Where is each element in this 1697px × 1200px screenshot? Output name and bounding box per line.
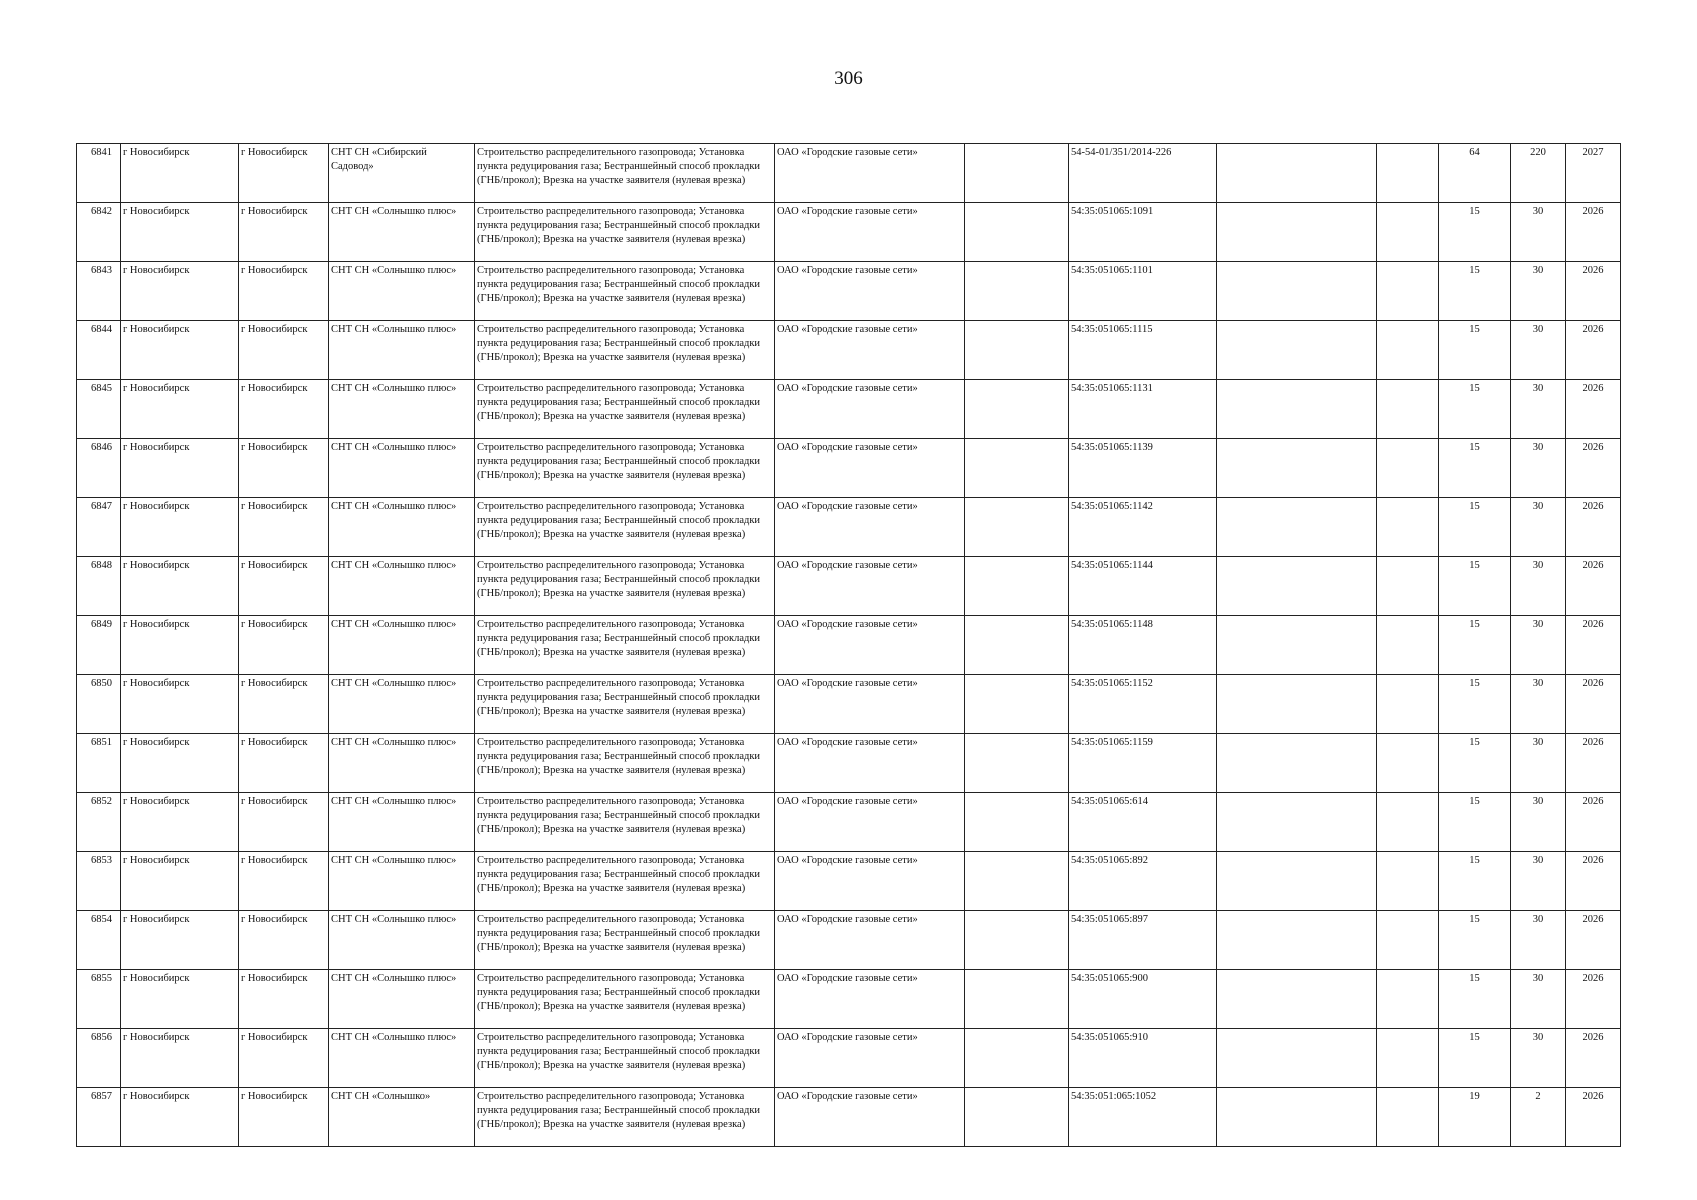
- object-cell: СНТ СН «Солнышко плюс»: [329, 852, 475, 911]
- locality-cell: г Новосибирск: [239, 852, 329, 911]
- work-description-cell: Строительство распределительного газопровода; Установка пункта редуцирования газа; Бестраншейный способ прокладки (ГНБ/прокол); Врезка на участке заявителя (нулевая врезка): [475, 734, 775, 793]
- empty-cell: [1217, 1088, 1377, 1147]
- empty-cell: [1217, 203, 1377, 262]
- empty-cell: [965, 262, 1069, 321]
- work-description-cell: Строительство распределительного газопровода; Установка пункта редуцирования газа; Бестраншейный способ прокладки (ГНБ/прокол); Врезка на участке заявителя (нулевая врезка): [475, 380, 775, 439]
- empty-cell: [965, 675, 1069, 734]
- city-cell: г Новосибирск: [121, 439, 239, 498]
- table-row: [77, 321, 1621, 380]
- cadastral-number-cell: 54:35:051:065:1052: [1069, 1088, 1217, 1147]
- object-cell: СНТ СН «Солнышко плюс»: [329, 675, 475, 734]
- table-body: [77, 144, 1621, 1147]
- year-cell: 2026: [1566, 498, 1621, 557]
- row-number: 6843: [77, 262, 121, 321]
- empty-cell: [965, 144, 1069, 203]
- row-number: 6852: [77, 793, 121, 852]
- cadastral-number-cell: 54:35:051065:1152: [1069, 675, 1217, 734]
- cadastral-number-cell: 54:35:051065:1144: [1069, 557, 1217, 616]
- empty-cell: [1217, 852, 1377, 911]
- row-number: 6842: [77, 203, 121, 262]
- cadastral-number-cell: 54:35:051065:1091: [1069, 203, 1217, 262]
- empty-cell: [965, 498, 1069, 557]
- object-cell: СНТ СН «Солнышко плюс»: [329, 1029, 475, 1088]
- cadastral-number-cell: 54-54-01/351/2014-226: [1069, 144, 1217, 203]
- empty-cell: [1377, 262, 1439, 321]
- city-cell: г Новосибирск: [121, 734, 239, 793]
- empty-cell: [1377, 793, 1439, 852]
- object-cell: СНТ СН «Солнышко плюс»: [329, 380, 475, 439]
- value2-cell: 30: [1511, 970, 1566, 1029]
- value1-cell: 15: [1439, 321, 1511, 380]
- organization-cell: ОАО «Городские газовые сети»: [775, 616, 965, 675]
- locality-cell: г Новосибирск: [239, 911, 329, 970]
- cadastral-number-cell: 54:35:051065:900: [1069, 970, 1217, 1029]
- object-cell: СНТ СН «Солнышко плюс»: [329, 793, 475, 852]
- city-cell: г Новосибирск: [121, 321, 239, 380]
- empty-cell: [1217, 144, 1377, 203]
- empty-cell: [965, 852, 1069, 911]
- table-row: [77, 616, 1621, 675]
- row-number: 6857: [77, 1088, 121, 1147]
- empty-cell: [965, 439, 1069, 498]
- value2-cell: 30: [1511, 675, 1566, 734]
- work-description-cell: Строительство распределительного газопровода; Установка пункта редуцирования газа; Бестраншейный способ прокладки (ГНБ/прокол); Врезка на участке заявителя (нулевая врезка): [475, 911, 775, 970]
- value2-cell: 30: [1511, 557, 1566, 616]
- object-cell: СНТ СН «Солнышко плюс»: [329, 911, 475, 970]
- work-description-cell: Строительство распределительного газопровода; Установка пункта редуцирования газа; Бестраншейный способ прокладки (ГНБ/прокол); Врезка на участке заявителя (нулевая врезка): [475, 439, 775, 498]
- row-number: 6851: [77, 734, 121, 793]
- table-row: [77, 1029, 1621, 1088]
- empty-cell: [965, 793, 1069, 852]
- table-row: [77, 970, 1621, 1029]
- value2-cell: 30: [1511, 498, 1566, 557]
- row-number: 6854: [77, 911, 121, 970]
- organization-cell: ОАО «Городские газовые сети»: [775, 852, 965, 911]
- empty-cell: [1217, 734, 1377, 793]
- page-number: 306: [834, 68, 863, 89]
- row-number: 6853: [77, 852, 121, 911]
- work-description-cell: Строительство распределительного газопровода; Установка пункта редуцирования газа; Бестраншейный способ прокладки (ГНБ/прокол); Врезка на участке заявителя (нулевая врезка): [475, 1029, 775, 1088]
- organization-cell: ОАО «Городские газовые сети»: [775, 498, 965, 557]
- row-number: 6855: [77, 970, 121, 1029]
- cadastral-number-cell: 54:35:051065:910: [1069, 1029, 1217, 1088]
- empty-cell: [1217, 498, 1377, 557]
- empty-cell: [1377, 616, 1439, 675]
- locality-cell: г Новосибирск: [239, 498, 329, 557]
- value2-cell: 30: [1511, 852, 1566, 911]
- empty-cell: [1377, 321, 1439, 380]
- object-cell: СНТ СН «Солнышко плюс»: [329, 970, 475, 1029]
- empty-cell: [1217, 675, 1377, 734]
- locality-cell: г Новосибирск: [239, 675, 329, 734]
- data-table: [76, 143, 1621, 1147]
- empty-cell: [1217, 380, 1377, 439]
- organization-cell: ОАО «Городские газовые сети»: [775, 1029, 965, 1088]
- object-cell: СНТ СН «Солнышко плюс»: [329, 439, 475, 498]
- city-cell: г Новосибирск: [121, 852, 239, 911]
- city-cell: г Новосибирск: [121, 262, 239, 321]
- value2-cell: 30: [1511, 321, 1566, 380]
- year-cell: 2026: [1566, 675, 1621, 734]
- empty-cell: [965, 616, 1069, 675]
- cadastral-number-cell: 54:35:051065:1115: [1069, 321, 1217, 380]
- empty-cell: [1217, 911, 1377, 970]
- work-description-cell: Строительство распределительного газопровода; Установка пункта редуцирования газа; Бестраншейный способ прокладки (ГНБ/прокол); Врезка на участке заявителя (нулевая врезка): [475, 144, 775, 203]
- value1-cell: 15: [1439, 498, 1511, 557]
- empty-cell: [965, 557, 1069, 616]
- city-cell: г Новосибирск: [121, 911, 239, 970]
- year-cell: 2026: [1566, 380, 1621, 439]
- city-cell: г Новосибирск: [121, 793, 239, 852]
- cadastral-number-cell: 54:35:051065:892: [1069, 852, 1217, 911]
- row-number: 6847: [77, 498, 121, 557]
- table-row: [77, 734, 1621, 793]
- cadastral-number-cell: 54:35:051065:897: [1069, 911, 1217, 970]
- value1-cell: 15: [1439, 380, 1511, 439]
- value2-cell: 2: [1511, 1088, 1566, 1147]
- year-cell: 2026: [1566, 1088, 1621, 1147]
- city-cell: г Новосибирск: [121, 970, 239, 1029]
- value1-cell: 15: [1439, 911, 1511, 970]
- value1-cell: 15: [1439, 1029, 1511, 1088]
- empty-cell: [965, 380, 1069, 439]
- cadastral-number-cell: 54:35:051065:1148: [1069, 616, 1217, 675]
- row-number: 6845: [77, 380, 121, 439]
- value1-cell: 15: [1439, 793, 1511, 852]
- empty-cell: [1377, 970, 1439, 1029]
- city-cell: г Новосибирск: [121, 675, 239, 734]
- cadastral-number-cell: 54:35:051065:1131: [1069, 380, 1217, 439]
- value2-cell: 30: [1511, 380, 1566, 439]
- organization-cell: ОАО «Городские газовые сети»: [775, 793, 965, 852]
- empty-cell: [1377, 675, 1439, 734]
- cadastral-number-cell: 54:35:051065:1159: [1069, 734, 1217, 793]
- work-description-cell: Строительство распределительного газопровода; Установка пункта редуцирования газа; Бестраншейный способ прокладки (ГНБ/прокол); Врезка на участке заявителя (нулевая врезка): [475, 557, 775, 616]
- work-description-cell: Строительство распределительного газопровода; Установка пункта редуцирования газа; Бестраншейный способ прокладки (ГНБ/прокол); Врезка на участке заявителя (нулевая врезка): [475, 321, 775, 380]
- organization-cell: ОАО «Городские газовые сети»: [775, 734, 965, 793]
- locality-cell: г Новосибирск: [239, 439, 329, 498]
- year-cell: 2026: [1566, 203, 1621, 262]
- locality-cell: г Новосибирск: [239, 734, 329, 793]
- work-description-cell: Строительство распределительного газопровода; Установка пункта редуцирования газа; Бестраншейный способ прокладки (ГНБ/прокол); Врезка на участке заявителя (нулевая врезка): [475, 970, 775, 1029]
- work-description-cell: Строительство распределительного газопровода; Установка пункта редуцирования газа; Бестраншейный способ прокладки (ГНБ/прокол); Врезка на участке заявителя (нулевая врезка): [475, 675, 775, 734]
- organization-cell: ОАО «Городские газовые сети»: [775, 203, 965, 262]
- table-row: [77, 262, 1621, 321]
- empty-cell: [1217, 1029, 1377, 1088]
- object-cell: СНТ СН «Солнышко»: [329, 1088, 475, 1147]
- object-cell: СНТ СН «Сибирский Садовод»: [329, 144, 475, 203]
- value1-cell: 15: [1439, 203, 1511, 262]
- table-row: [77, 380, 1621, 439]
- organization-cell: ОАО «Городские газовые сети»: [775, 439, 965, 498]
- locality-cell: г Новосибирск: [239, 203, 329, 262]
- year-cell: 2026: [1566, 911, 1621, 970]
- locality-cell: г Новосибирск: [239, 616, 329, 675]
- year-cell: 2026: [1566, 557, 1621, 616]
- locality-cell: г Новосибирск: [239, 970, 329, 1029]
- organization-cell: ОАО «Городские газовые сети»: [775, 144, 965, 203]
- empty-cell: [1217, 439, 1377, 498]
- locality-cell: г Новосибирск: [239, 1088, 329, 1147]
- empty-cell: [1217, 793, 1377, 852]
- value1-cell: 19: [1439, 1088, 1511, 1147]
- empty-cell: [1377, 852, 1439, 911]
- year-cell: 2026: [1566, 616, 1621, 675]
- row-number: 6856: [77, 1029, 121, 1088]
- object-cell: СНТ СН «Солнышко плюс»: [329, 734, 475, 793]
- object-cell: СНТ СН «Солнышко плюс»: [329, 616, 475, 675]
- city-cell: г Новосибирск: [121, 557, 239, 616]
- cadastral-number-cell: 54:35:051065:614: [1069, 793, 1217, 852]
- year-cell: 2026: [1566, 852, 1621, 911]
- empty-cell: [1217, 321, 1377, 380]
- empty-cell: [965, 911, 1069, 970]
- organization-cell: ОАО «Городские газовые сети»: [775, 911, 965, 970]
- year-cell: 2026: [1566, 970, 1621, 1029]
- year-cell: 2026: [1566, 1029, 1621, 1088]
- value2-cell: 30: [1511, 1029, 1566, 1088]
- organization-cell: ОАО «Городские газовые сети»: [775, 675, 965, 734]
- locality-cell: г Новосибирск: [239, 1029, 329, 1088]
- empty-cell: [1377, 380, 1439, 439]
- locality-cell: г Новосибирск: [239, 380, 329, 439]
- value2-cell: 30: [1511, 793, 1566, 852]
- table-row: [77, 793, 1621, 852]
- work-description-cell: Строительство распределительного газопровода; Установка пункта редуцирования газа; Бестраншейный способ прокладки (ГНБ/прокол); Врезка на участке заявителя (нулевая врезка): [475, 498, 775, 557]
- object-cell: СНТ СН «Солнышко плюс»: [329, 262, 475, 321]
- year-cell: 2026: [1566, 793, 1621, 852]
- value2-cell: 30: [1511, 203, 1566, 262]
- locality-cell: г Новосибирск: [239, 262, 329, 321]
- empty-cell: [1217, 262, 1377, 321]
- table-row: [77, 439, 1621, 498]
- row-number: 6844: [77, 321, 121, 380]
- table-row: [77, 557, 1621, 616]
- organization-cell: ОАО «Городские газовые сети»: [775, 321, 965, 380]
- empty-cell: [965, 734, 1069, 793]
- year-cell: 2026: [1566, 262, 1621, 321]
- value2-cell: 220: [1511, 144, 1566, 203]
- empty-cell: [965, 970, 1069, 1029]
- city-cell: г Новосибирск: [121, 203, 239, 262]
- empty-cell: [965, 1088, 1069, 1147]
- value2-cell: 30: [1511, 439, 1566, 498]
- empty-cell: [1377, 144, 1439, 203]
- row-number: 6848: [77, 557, 121, 616]
- locality-cell: г Новосибирск: [239, 793, 329, 852]
- empty-cell: [1217, 557, 1377, 616]
- organization-cell: ОАО «Городские газовые сети»: [775, 557, 965, 616]
- value1-cell: 15: [1439, 262, 1511, 321]
- value1-cell: 15: [1439, 852, 1511, 911]
- table-row: [77, 203, 1621, 262]
- city-cell: г Новосибирск: [121, 1029, 239, 1088]
- value1-cell: 15: [1439, 970, 1511, 1029]
- work-description-cell: Строительство распределительного газопровода; Установка пункта редуцирования газа; Бестраншейный способ прокладки (ГНБ/прокол); Врезка на участке заявителя (нулевая врезка): [475, 1088, 775, 1147]
- row-number: 6850: [77, 675, 121, 734]
- table-row: [77, 144, 1621, 203]
- value1-cell: 15: [1439, 557, 1511, 616]
- table-row: [77, 1088, 1621, 1147]
- locality-cell: г Новосибирск: [239, 321, 329, 380]
- value2-cell: 30: [1511, 911, 1566, 970]
- work-description-cell: Строительство распределительного газопровода; Установка пункта редуцирования газа; Бестраншейный способ прокладки (ГНБ/прокол); Врезка на участке заявителя (нулевая врезка): [475, 262, 775, 321]
- empty-cell: [1217, 970, 1377, 1029]
- table-row: [77, 498, 1621, 557]
- value2-cell: 30: [1511, 262, 1566, 321]
- object-cell: СНТ СН «Солнышко плюс»: [329, 203, 475, 262]
- locality-cell: г Новосибирск: [239, 144, 329, 203]
- city-cell: г Новосибирск: [121, 380, 239, 439]
- empty-cell: [965, 321, 1069, 380]
- table-row: [77, 675, 1621, 734]
- year-cell: 2026: [1566, 321, 1621, 380]
- cadastral-number-cell: 54:35:051065:1101: [1069, 262, 1217, 321]
- value1-cell: 15: [1439, 734, 1511, 793]
- work-description-cell: Строительство распределительного газопровода; Установка пункта редуцирования газа; Бестраншейный способ прокладки (ГНБ/прокол); Врезка на участке заявителя (нулевая врезка): [475, 203, 775, 262]
- object-cell: СНТ СН «Солнышко плюс»: [329, 557, 475, 616]
- value1-cell: 15: [1439, 439, 1511, 498]
- row-number: 6849: [77, 616, 121, 675]
- value1-cell: 64: [1439, 144, 1511, 203]
- work-description-cell: Строительство распределительного газопровода; Установка пункта редуцирования газа; Бестраншейный способ прокладки (ГНБ/прокол); Врезка на участке заявителя (нулевая врезка): [475, 793, 775, 852]
- empty-cell: [1377, 439, 1439, 498]
- row-number: 6841: [77, 144, 121, 203]
- organization-cell: ОАО «Городские газовые сети»: [775, 1088, 965, 1147]
- locality-cell: г Новосибирск: [239, 557, 329, 616]
- object-cell: СНТ СН «Солнышко плюс»: [329, 321, 475, 380]
- empty-cell: [1377, 1088, 1439, 1147]
- city-cell: г Новосибирск: [121, 498, 239, 557]
- empty-cell: [1377, 911, 1439, 970]
- year-cell: 2027: [1566, 144, 1621, 203]
- year-cell: 2026: [1566, 734, 1621, 793]
- table-row: [77, 852, 1621, 911]
- value1-cell: 15: [1439, 616, 1511, 675]
- year-cell: 2026: [1566, 439, 1621, 498]
- city-cell: г Новосибирск: [121, 616, 239, 675]
- object-cell: СНТ СН «Солнышко плюс»: [329, 498, 475, 557]
- cadastral-number-cell: 54:35:051065:1142: [1069, 498, 1217, 557]
- row-number: 6846: [77, 439, 121, 498]
- city-cell: г Новосибирск: [121, 144, 239, 203]
- table-row: [77, 911, 1621, 970]
- organization-cell: ОАО «Городские газовые сети»: [775, 262, 965, 321]
- cadastral-number-cell: 54:35:051065:1139: [1069, 439, 1217, 498]
- work-description-cell: Строительство распределительного газопровода; Установка пункта редуцирования газа; Бестраншейный способ прокладки (ГНБ/прокол); Врезка на участке заявителя (нулевая врезка): [475, 616, 775, 675]
- value1-cell: 15: [1439, 675, 1511, 734]
- empty-cell: [1377, 498, 1439, 557]
- empty-cell: [1377, 557, 1439, 616]
- organization-cell: ОАО «Городские газовые сети»: [775, 970, 965, 1029]
- empty-cell: [1377, 1029, 1439, 1088]
- value2-cell: 30: [1511, 734, 1566, 793]
- work-description-cell: Строительство распределительного газопровода; Установка пункта редуцирования газа; Бестраншейный способ прокладки (ГНБ/прокол); Врезка на участке заявителя (нулевая врезка): [475, 852, 775, 911]
- value2-cell: 30: [1511, 616, 1566, 675]
- city-cell: г Новосибирск: [121, 1088, 239, 1147]
- empty-cell: [965, 203, 1069, 262]
- empty-cell: [1377, 734, 1439, 793]
- empty-cell: [1377, 203, 1439, 262]
- organization-cell: ОАО «Городские газовые сети»: [775, 380, 965, 439]
- empty-cell: [1217, 616, 1377, 675]
- empty-cell: [965, 1029, 1069, 1088]
